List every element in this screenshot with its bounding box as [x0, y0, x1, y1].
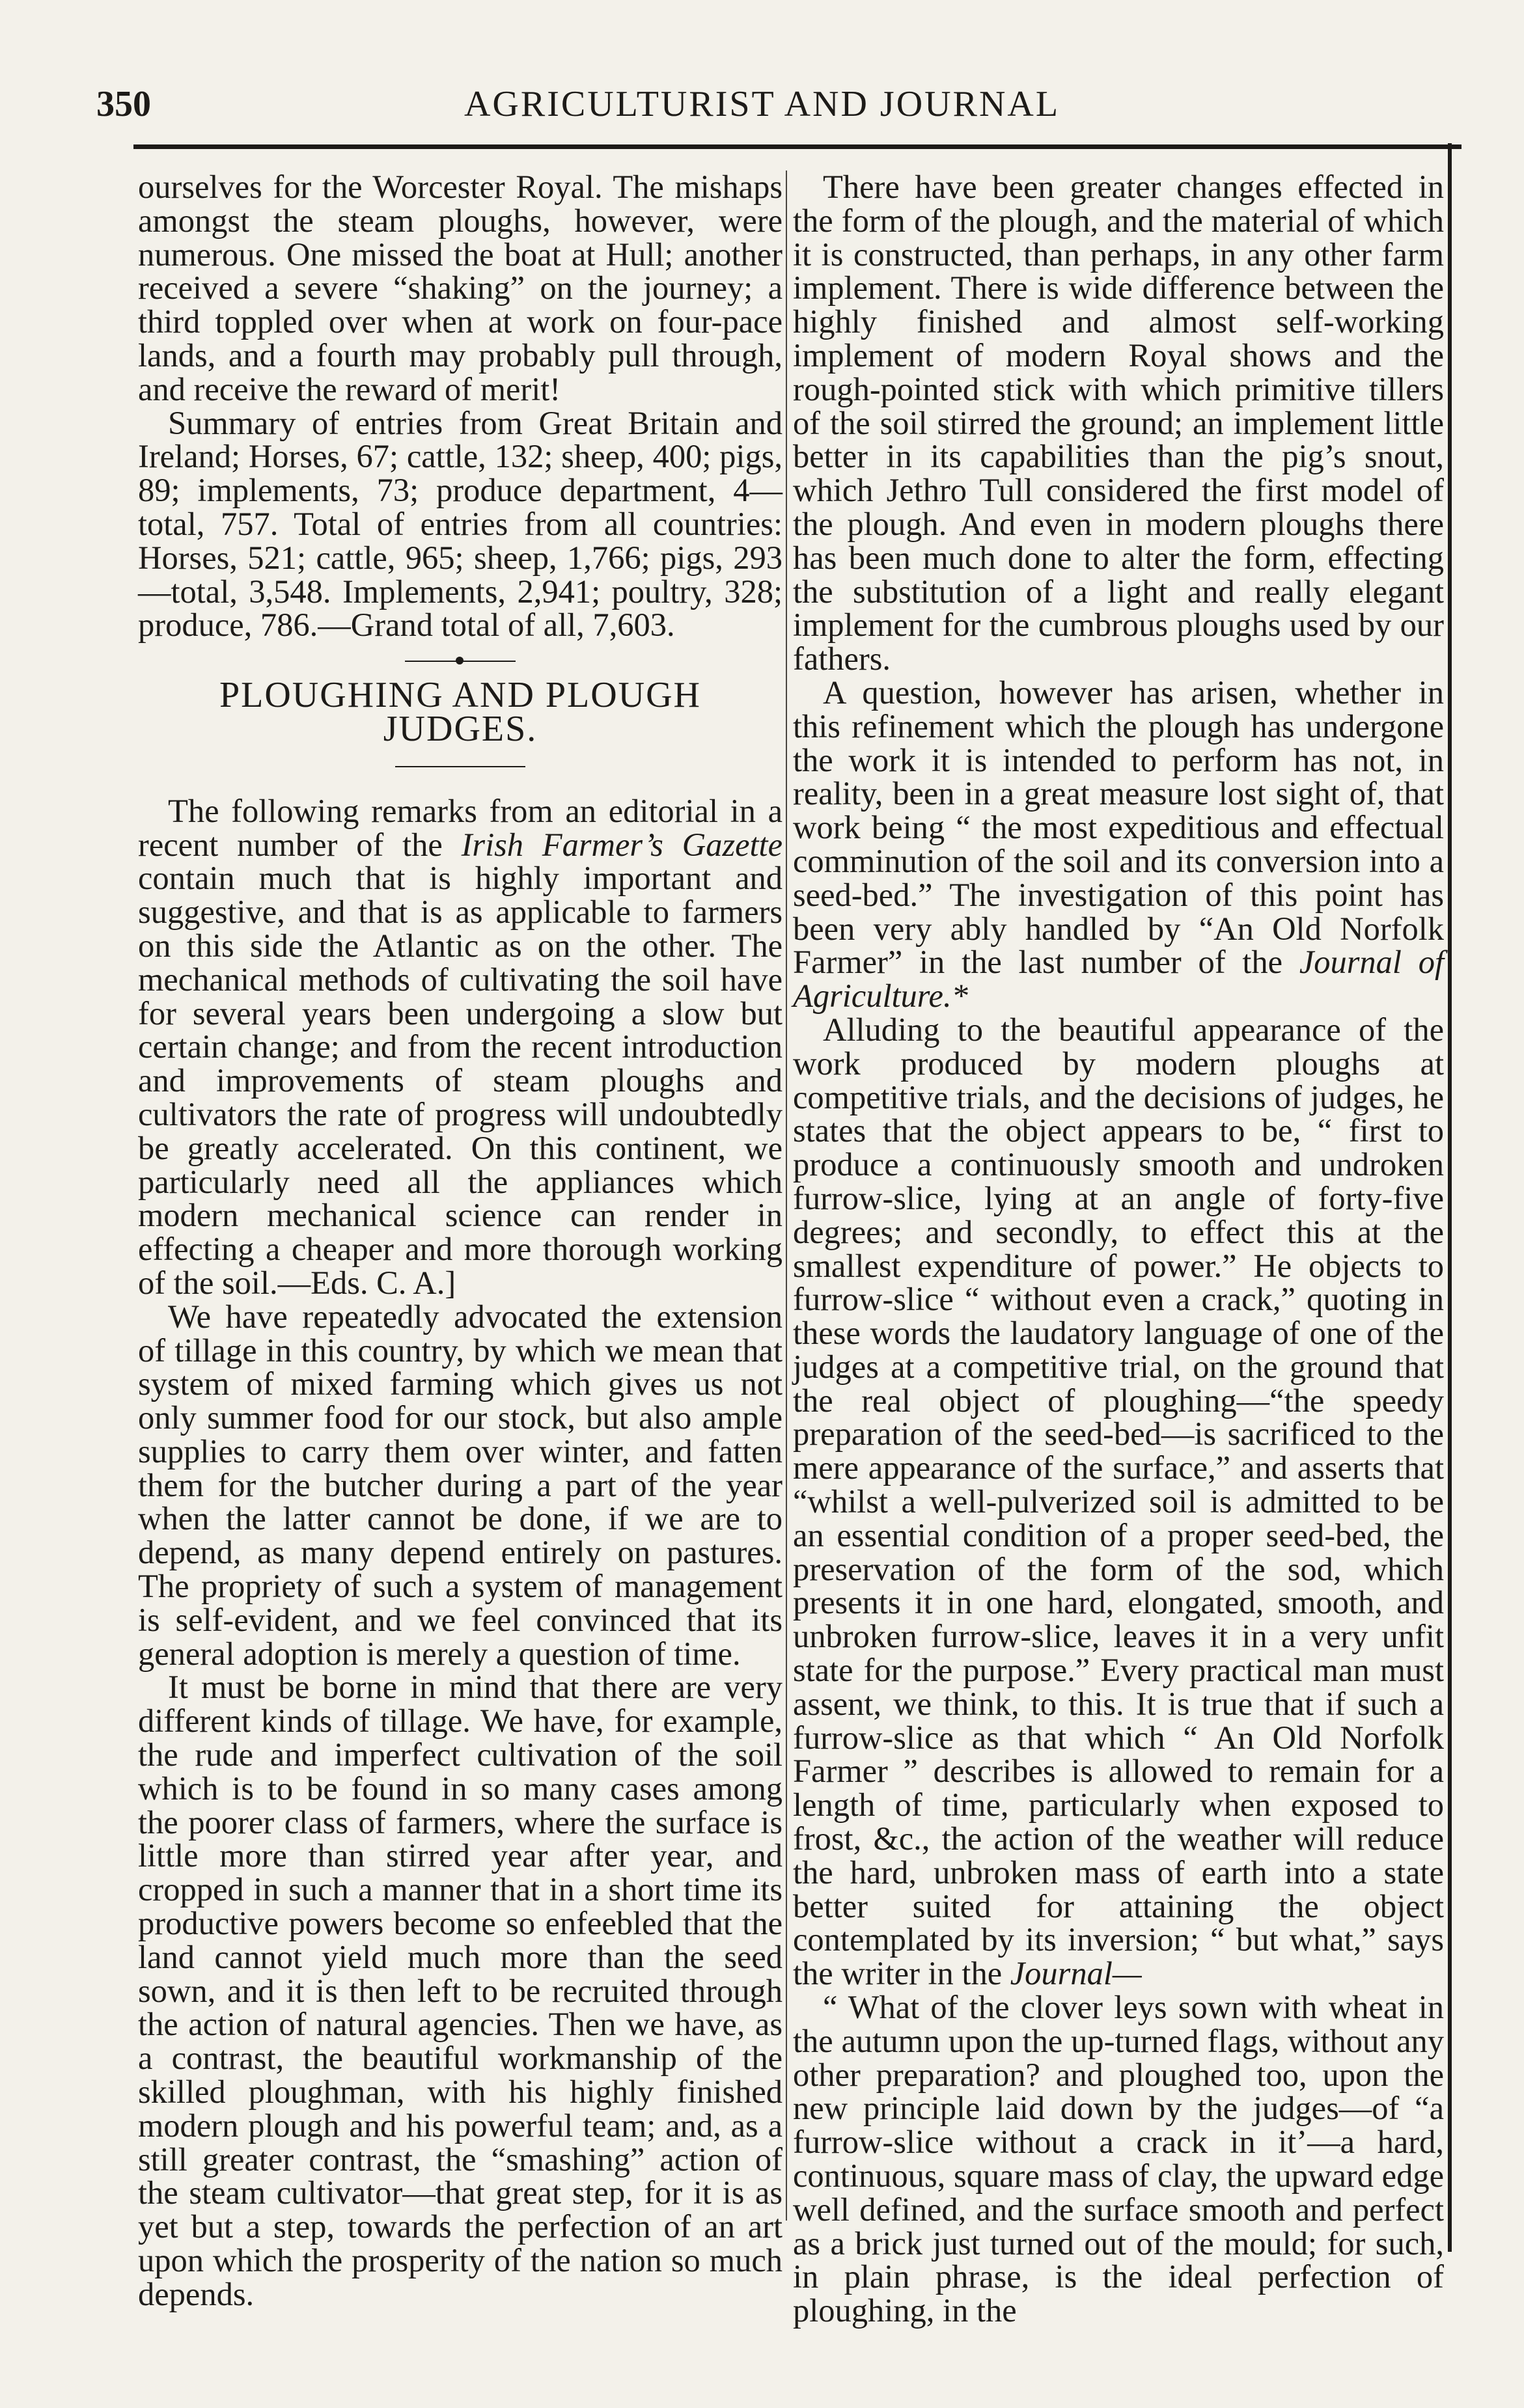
paragraph-question — [793, 676, 1444, 1013]
alluding-text: Alluding to the beautiful appearance of the work produced by modern ploughs at competitive trials, and the decisions of judges, he states that the object appears to be, “ first to produce a continuously smooth and undroken furrow-slice, lying at an angle of forty-five degrees; and secondly, to effect this at the smallest expenditure of power.” He objects to furrow-slice “ without even a crack,” quoting in these words the laudatory language of one of the judges at a competitive trial, on the ground that the real object of ploughing—“the speedy preparation of the seed-bed—is sacrificed to the mere appearance of the surface,” and asserts that “whilst a well-pulverized soil is admitted to be an essential condition of a proper seed-bed, the preservation of the form of the sod, which presents it in one hard, elongated, smooth, and unbroken furrow-slice, leaves it in a very unfit state for the purpose.” Every practical man must assent, we think, to this. It is true that if such a furrow-slice as that which “ An Old Norfolk Farmer ” describes is allowed to remain for a length of time, particularly when exposed to frost, &c., the action of the weather will reduce the hard, unbroken mass of earth into a state better suited for attaining the object contemplated by its inversion; “ but what,” says the writer in the — [793, 1011, 1444, 1992]
paragraph-mishaps: ourselves for the Worcester Royal. The mishaps amongst the steam ploughs, however, were numerous. One missed the boat at Hull; another received a severe “shaking” on the journey; a third toppled over when at work on four-pace lands, and a fourth may probably pull through, and receive the reward of merit! — [138, 169, 783, 407]
page-edge-rule — [1448, 143, 1452, 2252]
left-column — [138, 171, 783, 2312]
journal-title: Journal of Agriculture.* — [793, 944, 1444, 1015]
paragraph-alluding — [793, 1013, 1444, 1991]
publication-title: Irish Farmer’s Gazette — [461, 826, 783, 863]
column-divider — [786, 171, 787, 2221]
paragraph-plough-changes: There have been greater changes effected in the form of the plough, and the material of which it is constructed, than perhaps, in any other farm implement. There is wide difference between the highly finished and almost self-working implement of modern Royal shows and the rough-pointed stick with which primitive tillers of the soil stirred the ground; an implement little better in its capabilities than the pig’s snout, which Jethro Tull considered the first model of the plough. And even in modern ploughs there has been much done to alter the form, effecting the substitution of a light and really elegant implement for the cumbrous ploughs used by our fathers. — [793, 169, 1444, 677]
intro-text-start: The following remarks from an editorial in a recent number of the — [138, 792, 783, 863]
right-column — [793, 171, 1444, 2328]
headline-rule — [395, 766, 525, 767]
section-separator — [405, 661, 516, 662]
paragraph-editorial-intro — [138, 792, 783, 1301]
paragraph-entry-summary: Summary of entries from Great Britain and Ireland; Horses, 67; cattle, 132; sheep, 400; pigs, 89; implements, 73; produce department, 4—total, 757. Total of entries from all countries: Horses, 521; cattle, 965; sheep, 1,766; pigs, 293—total, 3,548. Implements, 2,941; poultry, 328; produce, 786.—Grand total of all, 7,603. — [138, 404, 783, 644]
paragraph-tillage: We have repeatedly advocated the extension of tillage in this country, by which we mean that system of mixed farming which gives us not only summer food for our stock, but also ample supplies to carry them over winter, and fatten them for the butcher during a part of the year when the latter cannot be done, if we are to depend, as many depend entirely on pastures. The propriety of such a system of management is self-evident, and we feel convinced that its general adoption is merely a question of time. — [138, 1298, 783, 1672]
separator-dot — [456, 657, 464, 664]
article-headline: PLOUGHING AND PLOUGH JUDGES. — [219, 675, 701, 749]
question-text: A question, however has arisen, whether in this refinement which the plough has undergone the work it is intended to perform has not, in reality, been in a great measure lost sight of, that work being “ the most expeditious and effectual comminution of the soil and its conversion into a seed-bed.” The investigation of this point has been very ably handled by “An Old Norfolk Farmer” in the last number of the — [793, 674, 1444, 981]
journal-ref: Journal— — [1010, 1955, 1142, 1992]
page-header — [0, 0, 1524, 137]
page-number: 350 — [96, 84, 151, 124]
header-rule — [133, 144, 1462, 149]
running-title: AGRICULTURIST AND JOURNAL — [464, 84, 1060, 124]
paragraph-kinds-of-tillage: It must be borne in mind that there are very different kinds of tillage. We have, for example, the rude and imperfect cultivation of the soil which is to be found in so many cases among the poorer class of farmers, where the surface is little more than stirred year after year, and cropped in such a manner that in a short time its productive powers become so enfeebled that the land cannot yield much more than the seed sown, and it is then left to be recruited through the action of natural agencies. Then we have, as a contrast, the beautiful workmanship of the skilled ploughman, with his highly finished modern plough and his powerful team; and, as a still greater contrast, the “smashing” action of the steam cultivator—that great step, for it is as yet but a step, towards the perfection of an art upon which the prosperity of the nation so much depends. — [138, 1669, 783, 2312]
paragraph-quote: “ What of the clover leys sown with wheat in the autumn upon the up-turned flags, without any other preparation? and ploughed too, upon the new principle laid down by the judges—of “a furrow-slice without a crack in it’—a hard, continuous, square mass of clay, the upward edge well defined, and the surface smooth and perfect as a brick just turned out of the mould; for such, in plain phrase, is the ideal perfection of ploughing, in the — [793, 1989, 1444, 2329]
intro-text-rest: contain much that is highly important and suggestive, and that is as applicable to farmers on this side the Atlantic as on the other. The mechanical methods of cultivating the soil have for several years been undergoing a slow but certain change; and from the recent introduction and improvements of steam ploughs and cultivators the rate of progress will undoubtedly be greatly accelerated. On this continent, we particularly need all the appliances which modern mechanical science can render in effecting a cheaper and more thorough working of the soil.—Eds. C. A.] — [138, 860, 783, 1301]
